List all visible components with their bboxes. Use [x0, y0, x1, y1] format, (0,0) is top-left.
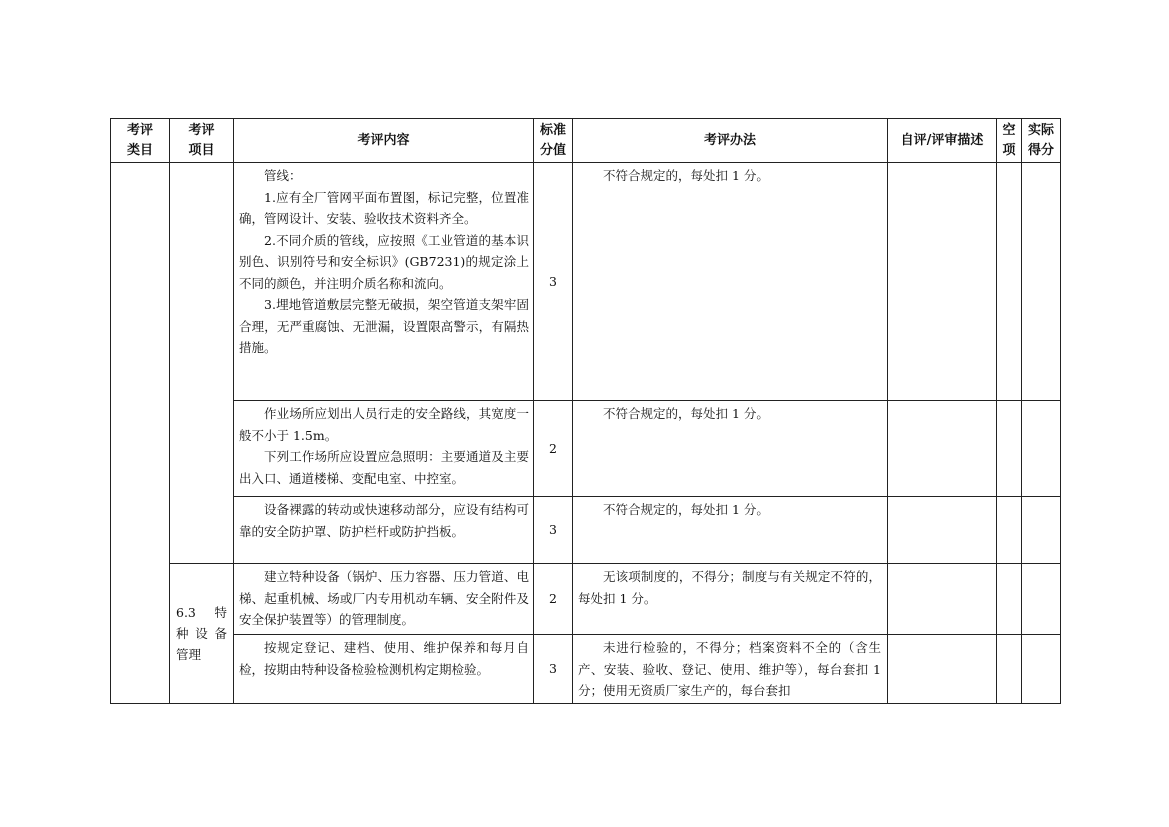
score-cell: 3: [534, 635, 573, 704]
self-review-cell: [888, 564, 997, 635]
score-cell: 2: [534, 564, 573, 635]
empty-item-cell: [997, 497, 1022, 564]
header-empty-item: 空 项: [997, 119, 1022, 163]
actual-score-cell: [1022, 497, 1061, 564]
actual-score-cell: [1022, 163, 1061, 401]
header-self-review: 自评/评审描述: [888, 119, 997, 163]
self-review-cell: [888, 497, 997, 564]
content-cell: 按规定登记、建档、使用、维护保养和每月自检，按期由特种设备检验检测机构定期检验。: [234, 635, 534, 704]
actual-score-cell: [1022, 564, 1061, 635]
actual-score-cell: [1022, 401, 1061, 497]
empty-item-cell: [997, 564, 1022, 635]
actual-score-cell: [1022, 635, 1061, 704]
content-cell: 设备裸露的转动或快速移动部分，应设有结构可靠的安全防护罩、防护栏杆或防护挡板。: [234, 497, 534, 564]
header-score: 标准 分值: [534, 119, 573, 163]
method-cell: 不符合规定的，每处扣 1 分。: [573, 163, 888, 401]
evaluation-table: [110, 118, 1061, 704]
category-cell: [111, 163, 170, 704]
method-cell: 未进行检验的，不得分；档案资料不全的（含生产、安装、验收、登记、使用、维护等），每台套扣 1 分；使用无资质厂家生产的，每台套扣: [573, 635, 888, 704]
table-row: [111, 401, 1061, 497]
score-cell: 3: [534, 163, 573, 401]
self-review-cell: [888, 401, 997, 497]
header-actual-score: 实际 得分: [1022, 119, 1061, 163]
table-row: [111, 564, 1061, 635]
score-cell: 2: [534, 401, 573, 497]
header-method: 考评办法: [573, 119, 888, 163]
header-category: 考评 类目: [111, 119, 170, 163]
method-cell: 无该项制度的，不得分；制度与有关规定不符的，每处扣 1 分。: [573, 564, 888, 635]
self-review-cell: [888, 635, 997, 704]
table-row: [111, 497, 1061, 564]
header-content: 考评内容: [234, 119, 534, 163]
score-cell: 3: [534, 497, 573, 564]
self-review-cell: [888, 163, 997, 401]
content-cell: 作业场所应划出人员行走的安全路线，其宽度一般不小于 1.5m。 下列工作场所应设置应急照明：主要通道及主要出入口、通道楼梯、变配电室、中控室。: [234, 401, 534, 497]
table-row: [111, 163, 1061, 401]
content-cell: 建立特种设备（锅炉、压力容器、压力管道、电梯、起重机械、场或厂内专用机动车辆、安全附件及安全保护装置等）的管理制度。: [234, 564, 534, 635]
table-row: [111, 635, 1061, 704]
empty-item-cell: [997, 635, 1022, 704]
table-header-row: [111, 119, 1061, 163]
content-cell: 管线： 1.应有全厂管网平面布置图，标记完整，位置准确，管网设计、安装、验收技术资料齐全。 2.不同介质的管线，应按照《工业管道的基本识别色、识别符号和安全标识》(GB7231)的规定涂上不同的颜色，并注明介质名称和流向。 3.埋地管道敷层完整无破损，架空管道支架牢固合理，无严重腐蚀、无泄漏，设置限高警示，有隔热措施。: [234, 163, 534, 401]
item-cell: [170, 163, 234, 564]
method-cell: 不符合规定的，每处扣 1 分。: [573, 497, 888, 564]
empty-item-cell: [997, 401, 1022, 497]
header-item: 考评 项目: [170, 119, 234, 163]
item-6-3-cell: 6.3 特 种设备 管理: [170, 564, 234, 704]
method-cell: 不符合规定的，每处扣 1 分。: [573, 401, 888, 497]
empty-item-cell: [997, 163, 1022, 401]
